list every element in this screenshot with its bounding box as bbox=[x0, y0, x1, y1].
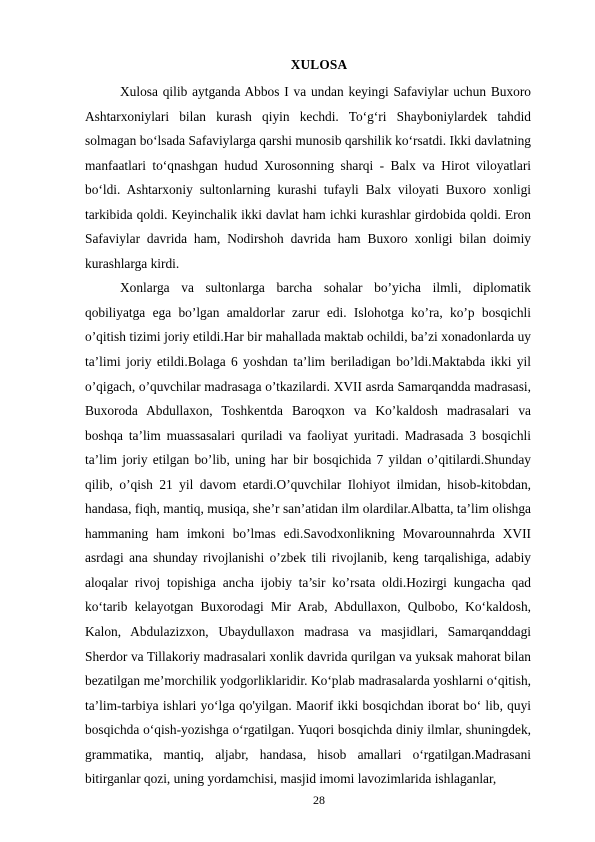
paragraph-education: Xonlarga va sultonlarga barcha sohalar bo’yicha ilmli, diplomatik qobiliyatga ega bo’lgan amaldorlar zarur edi. Islohotga ko’ra, ko’p bosqichli o’qitish tizimi joriy etildi.Har bir mahallada maktab ochildi, ba’zi xonadonlarda uy ta’limi joriy etildi.Bolaga 6 yoshdan ta’lim beriladigan bo’ldi.Maktabda ikki yil o’qigach, o’quvchilar madrasaga o’tkazilardi. XVII asrda Samarqandda madrasasi, Buxoroda Abdullaxon, Toshkentda Baroqxon va Ko’kaldosh madrasalari va boshqa ta’lim muassasalari quriladi va faoliyat yuritadi. Madrasada 3 bosqichli ta’lim joriy etilgan bo’lib, uning har bir bosqichida 7 yildan o’qitilardi.Shunday qilib, o’qish 21 yil davom etardi.O’quvchilar Ilohiyot ilmidan, hisob-kitobdan, handasa, fiqh, mantiq, musiqa, she’r san’atidan ilm olardilar.Albatta, ta’lim olishga hammaning ham imkoni bo’lmas edi.Savodxonlikning Movarounnahrda XVII asrdagi ana shunday rivojlanishi o’zbek tili rivojlanib, keng tarqalishiga, adabiy aloqalar rivoj topishiga ancha ijobiy ta’sir ko’rsata oldi.Hozirgi kungacha qad ko‘tarib kelayotgan Buxorodagi Mir Arab, Abdullaxon, Qulbobo, Ko‘kaldosh, Kalon, Abdulazizxon, Ubaydullaxon madrasa va masjidlari, Samarqanddagi Sherdor va Tillakoriy madrasalari xonlik davrida qurilgan va yuksak mahorat bilan bezatilgan me’morchilik yodgorliklaridir. Ko‘plab madrasalarda yoshlarni o‘qitish, ta’lim-tarbiya ishlari yo‘lga qo'yilgan. Maorif ikki bosqichdan iborat bo‘ lib, quyi bosqichda o‘qish-yozishga o‘rgatilgan. Yuqori bosqichda diniy ilmlar, shuningdek, grammatika, mantiq, aljabr, handasa, hisob amallari o‘rgatilgan.Madrasani bitirganlar qozi, uning yordamchisi, masjid imomi lavozimlarida ishlaganlar, bbox=[85, 280, 531, 787]
document-title: XULOSA bbox=[290, 57, 348, 72]
document-body bbox=[85, 80, 531, 792]
page-number: 28 bbox=[313, 793, 325, 807]
paragraph-conclusion: Xulosa qilib aytganda Abbos I va undan keyingi Safaviylar uchun Buxoro Ashtarxoniylari bilan kurash qiyin kechdi. To‘g‘ri Shayboniylardek tahdid solmagan bo‘lsada Safaviylarga qarshi munosib qarshilik ko‘rsatdi. Ikki davlatning manfaatlari to‘qnashgan hudud Xurosonning sharqi - Balx va Hirot viloyatlari bo‘ldi. Ashtarxoniy sultonlarning kurashi tufayli Balx viloyati Buxoro xonligi tarkibida qoldi. Keyinchalik ikki davlat ham ichki kurashlar girdobida qoldi. Eron Safaviylar davrida ham, Nodirshoh davrida ham Buxoro xonligi bilan doimiy kurashlarga kirdi. bbox=[85, 84, 531, 271]
